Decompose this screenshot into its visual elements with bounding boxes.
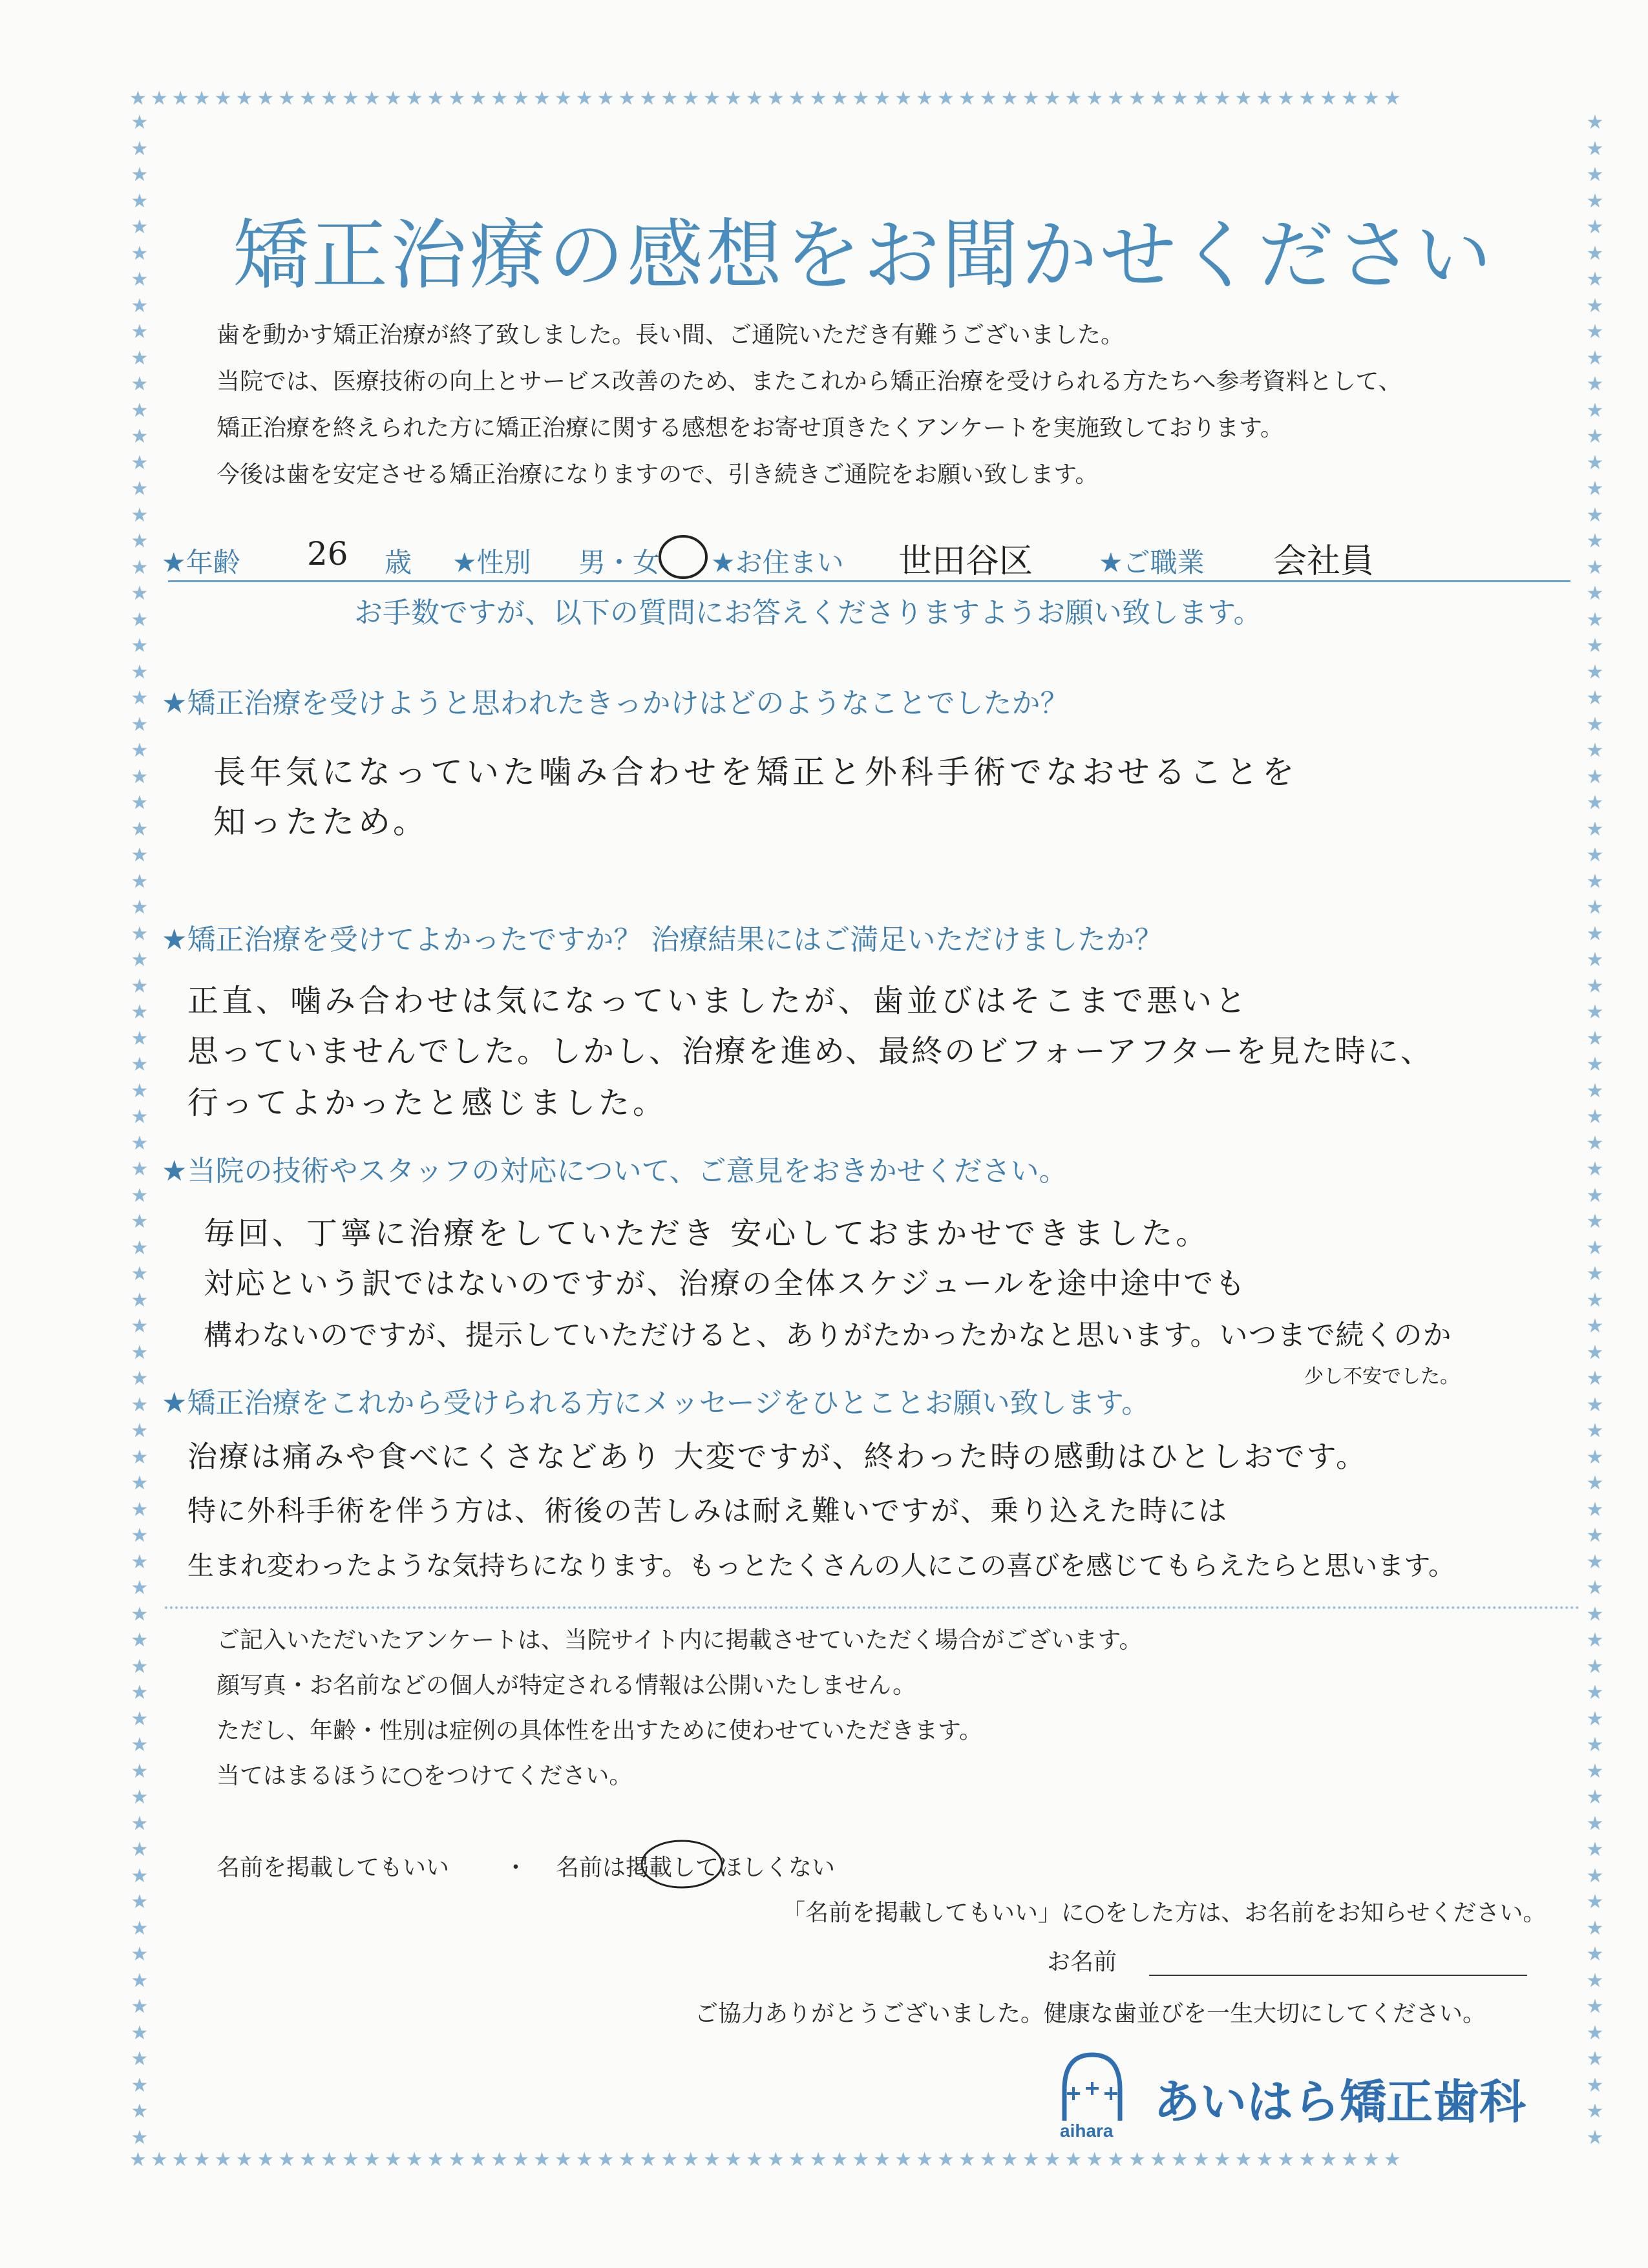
- name-label: お名前: [1047, 1949, 1117, 1975]
- thanks-text: ご協力ありがとうございました。健康な歯並びを一生大切にしてください。: [695, 2000, 1486, 2027]
- address-value: 世田谷区: [898, 542, 1033, 581]
- profile-divider: [168, 580, 1570, 582]
- question-1: ★矯正治療を受けようと思われたきっかけはどのようなことでしたか？: [162, 687, 1069, 720]
- answer-2-line-3: 行ってよかったと感じました。: [187, 1085, 668, 1121]
- notice-line-4: 当てはまるほうに○をつけてください。: [217, 1763, 633, 1789]
- consent-option-yes[interactable]: 名前を掲載してもいい: [217, 1854, 450, 1881]
- answer-3-line-1: 毎回、丁寧に治療をしていただき 安心しておまかせできました。: [204, 1215, 1210, 1252]
- star-border-right: ★ ★ ★ ★ ★ ★ ★ ★ ★ ★ ★ ★ ★ ★ ★ ★ ★ ★ ★ ★ ★ ★ ★ ★ ★ ★ ★ ★ ★ ★ ★ ★ ★ ★ ★ ★ ★ ★ ★ ★ ★ ★ ★ ★ ★ ★ ★ ★ ★ ★ ★ ★ ★ ★ ★ ★ ★ ★ ★ ★ ★ ★ ★ ★ ★ ★ ★ ★ ★ ★ ★ ★ ★ ★ ★ ★ ★ ★: [1586, 111, 1604, 2145]
- age-unit: 歳: [385, 547, 412, 578]
- answer-2-line-1: 正直、噛み合わせは気になっていましたが、歯並びはそこまで悪いと: [187, 983, 1250, 1019]
- notice-line-2: 顔写真・お名前などの個人が特定される情報は公開いたしません。: [217, 1672, 916, 1699]
- clinic-logo-icon: [1057, 2050, 1128, 2127]
- answer-3-note: 少し不安でした。: [1304, 1365, 1459, 1388]
- address-label: ★お住まい: [711, 547, 844, 578]
- consent-circle-mark: [637, 1835, 727, 1893]
- age-value: 26: [307, 535, 348, 572]
- gender-options: 男・女: [578, 547, 660, 578]
- intro-line-4: 今後は歯を安定させる矯正治療になりますので、引き続きご通院をお願い致します。: [217, 461, 1099, 488]
- clinic-name: あいはら矯正歯科: [1154, 2075, 1527, 2129]
- notice-divider: [165, 1606, 1580, 1609]
- answer-2-line-2: 思っていませんでした。しかし、治療を進め、最終のビフォーアフターを見た時に、: [187, 1033, 1433, 1069]
- intro-line-3: 矯正治療を終えられた方に矯正治療に関する感想をお寄せ頂きたくアンケートを実施致しております。: [217, 415, 1284, 441]
- gender-label: ★性別: [452, 547, 531, 578]
- intro-line-2: 当院では、医療技術の向上とサービス改善のため、またこれから矯正治療を受けられる方たちへ参考資料として、: [217, 368, 1402, 395]
- intro-line-1: 歯を動かす矯正治療が終了致しました。長い間、ご通院いただき有難うございました。: [217, 322, 1125, 348]
- job-label: ★ご職業: [1099, 547, 1205, 578]
- consent-separator: ・: [504, 1854, 528, 1881]
- question-2: ★矯正治療を受けてよかったですか？ 治療結果にはご満足いただけましたか？: [162, 923, 1163, 956]
- answer-1-line-2: 知ったため。: [213, 803, 429, 841]
- notice-line-3: ただし、年齢・性別は症例の具体性を出すために使わせていただきます。: [217, 1717, 983, 1744]
- question-4: ★矯正治療をこれから受けられる方にメッセージをひとことお願い致します。: [162, 1387, 1150, 1420]
- job-value: 会社員: [1273, 542, 1375, 581]
- answer-3-line-2: 対応という訳ではないのですが、治療の全体スケジュールを途中途中でも: [204, 1266, 1247, 1301]
- answer-1-line-1: 長年気になっていた噛み合わせを矯正と外科手術でなおせることを: [213, 753, 1298, 791]
- consent-instruction: 「名前を掲載してもいい」に○をした方は、お名前をお知らせください。: [782, 1900, 1547, 1926]
- question-3: ★当院の技術やスタッフの対応について、ご意見をおきかせください。: [162, 1155, 1068, 1188]
- answer-4-line-1: 治療は痛みや食べにくさなどあり 大変ですが、終わった時の感動はひとしおです。: [187, 1439, 1368, 1474]
- consent-option-no[interactable]: 名前は掲載してほしくない: [556, 1854, 836, 1881]
- notice-line-1: ご記入いただいたアンケートは、当院サイト内に掲載させていただく場合がございます。: [217, 1627, 1143, 1654]
- star-border-top: ★★★★★★★★★★★★★★★★★★★★★★★★★★★★★★★★★★★★★★★★★★★★★★★★★★★★★★★★★★★★: [129, 89, 1405, 109]
- answer-3-line-3: 構わないのですが、提示していただけると、ありがたかったかなと思います。いつまで続くのか: [204, 1319, 1452, 1352]
- star-border-bottom: ★★★★★★★★★★★★★★★★★★★★★★★★★★★★★★★★★★★★★★★★★★★★★★★★★★★★★★★★★★★★: [129, 2150, 1405, 2170]
- answer-4-line-3: 生まれ変わったような気持ちになります。もっとたくさんの人にこの喜びを感じてもらえたらと思います。: [187, 1550, 1455, 1581]
- clinic-logo-text: aihara: [1060, 2121, 1114, 2141]
- name-field[interactable]: [1149, 1975, 1527, 1976]
- page-title: 矯正治療の感想をお聞かせください: [233, 211, 1495, 300]
- star-border-left: ★ ★ ★ ★ ★ ★ ★ ★ ★ ★ ★ ★ ★ ★ ★ ★ ★ ★ ★ ★ ★ ★ ★ ★ ★ ★ ★ ★ ★ ★ ★ ★ ★ ★ ★ ★ ★ ★ ★ ★ ★ ★ ★ ★ ★ ★ ★ ★ ★ ★ ★ ★ ★ ★ ★ ★ ★ ★ ★ ★ ★ ★ ★ ★ ★ ★ ★ ★ ★ ★ ★ ★ ★ ★ ★ ★ ★ ★: [131, 111, 149, 2145]
- request-text: お手数ですが、以下の質問にお答えくださりますようお願い致します。: [354, 596, 1262, 629]
- answer-4-line-2: 特に外科手術を伴う方は、術後の苦しみは耐え難いですが、乗り込えた時には: [187, 1495, 1228, 1528]
- age-label: ★年齢: [162, 547, 240, 578]
- gender-circle-mark: [654, 531, 712, 583]
